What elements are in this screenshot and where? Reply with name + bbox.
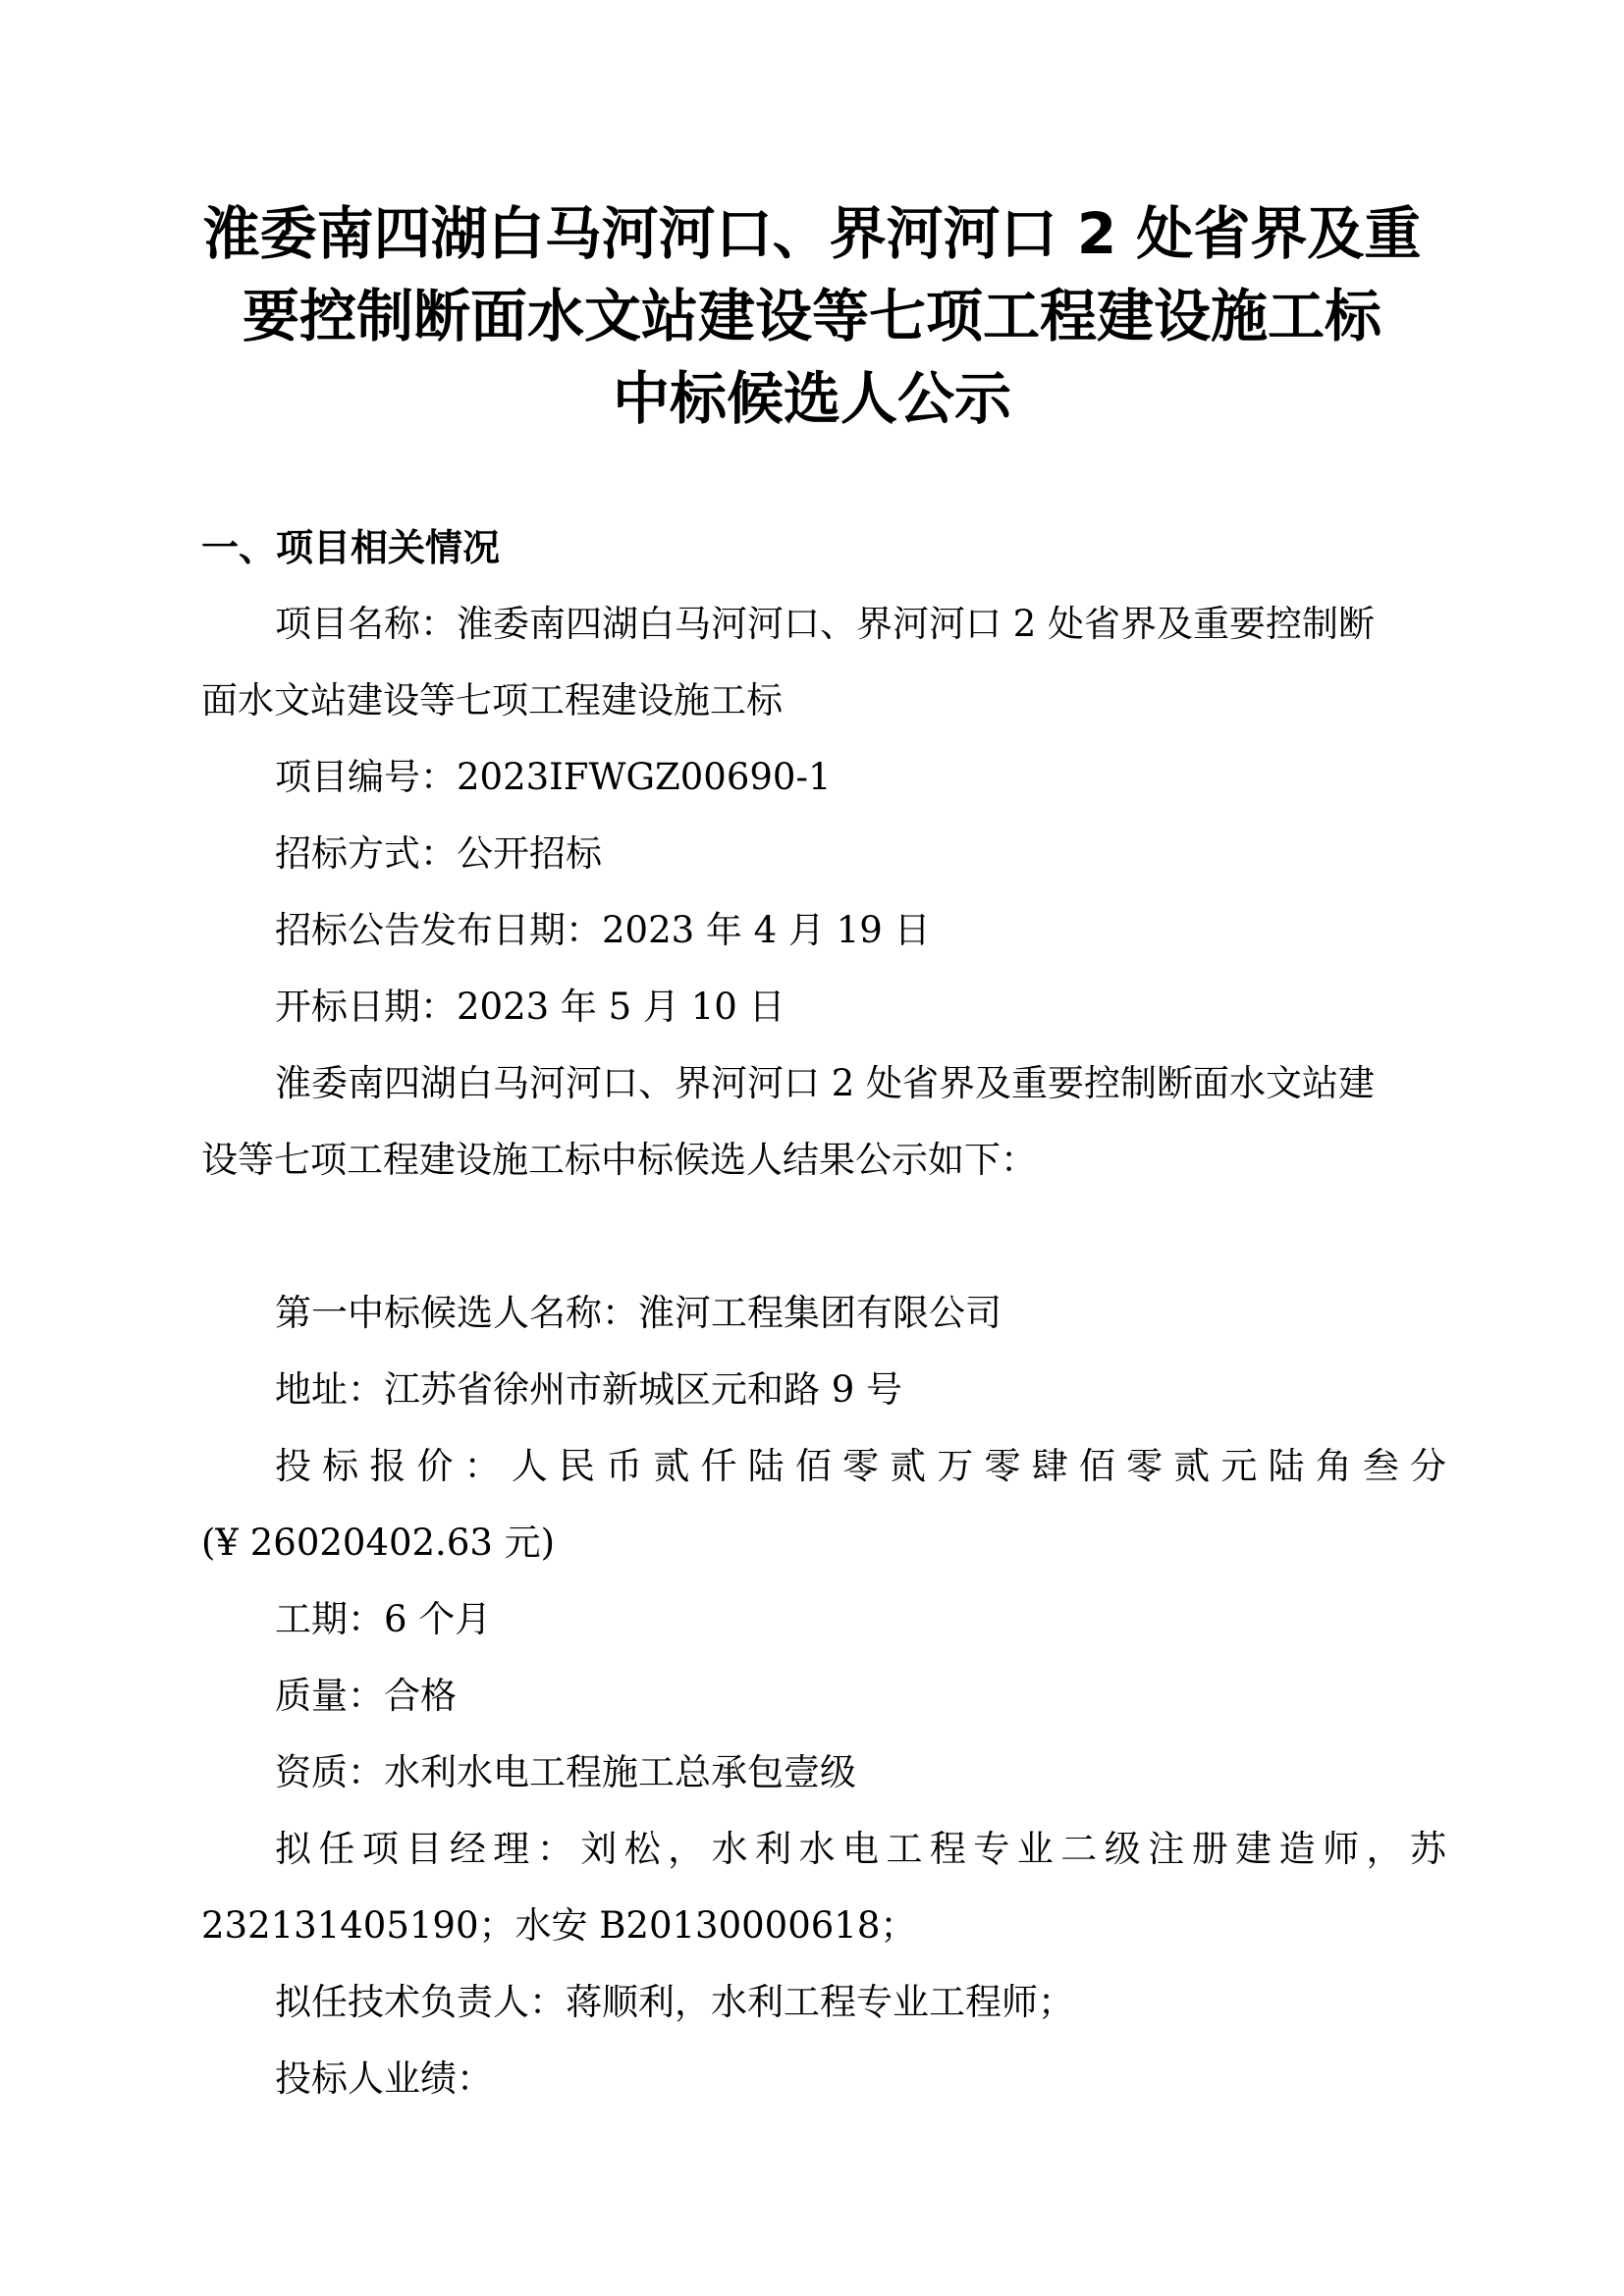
project-name-line-1: 项目名称：淮委南四湖白马河河口、界河河口 2 处省界及重要控制断 [275,603,1376,645]
candidate-address: 地址：江苏省徐州市新城区元和路 9 号 [275,1368,903,1411]
qualification: 资质：水利水电工程施工总承包壹级 [275,1751,856,1793]
section-heading: 一、项目相关情况 [201,526,501,569]
project-manager-line-1: 拟任项目经理：刘松，水利水电工程专业二级注册建造师，苏 [275,1828,1446,1870]
title-line-3: 中标候选人公示 [612,365,1011,432]
project-name-line-2: 面水文站建设等七项工程建设施工标 [201,679,783,721]
title-line-2: 要控制断面水文站建设等七项工程建设施工标 [242,283,1381,349]
bidder-performance: 投标人业绩： [275,2057,493,2100]
candidate-name: 第一中标候选人名称：淮河工程集团有限公司 [275,1292,1001,1334]
title-line-1: 淮委南四湖白马河河口、界河河口 2 处省界及重 [202,200,1422,267]
project-code: 项目编号：2023IFWGZ00690-1 [275,756,832,798]
bid-price-line-2: (¥ 26020402.63 元) [201,1522,556,1564]
bid-price-line-1: 投标报价：人民币贰仟陆佰零贰万零肆佰零贰元陆角叁分 [275,1445,1446,1487]
document-title [177,192,1447,440]
quality: 质量：合格 [275,1675,457,1717]
project-manager-line-2: 232131405190；水安 B20130000618； [201,1904,917,1947]
technical-lead: 拟任技术负责人：蒋顺利，水利工程专业工程师； [275,1981,1074,2023]
intro-line-2: 设等七项工程建设施工标中标候选人结果公示如下： [201,1139,1037,1181]
open-date: 开标日期：2023 年 5 月 10 日 [275,986,785,1028]
intro-line-1: 淮委南四湖白马河河口、界河河口 2 处省界及重要控制断面水文站建 [275,1062,1376,1104]
announce-date: 招标公告发布日期：2023 年 4 月 19 日 [275,909,931,951]
construction-duration: 工期：6 个月 [275,1598,492,1640]
tender-method: 招标方式：公开招标 [275,832,602,875]
